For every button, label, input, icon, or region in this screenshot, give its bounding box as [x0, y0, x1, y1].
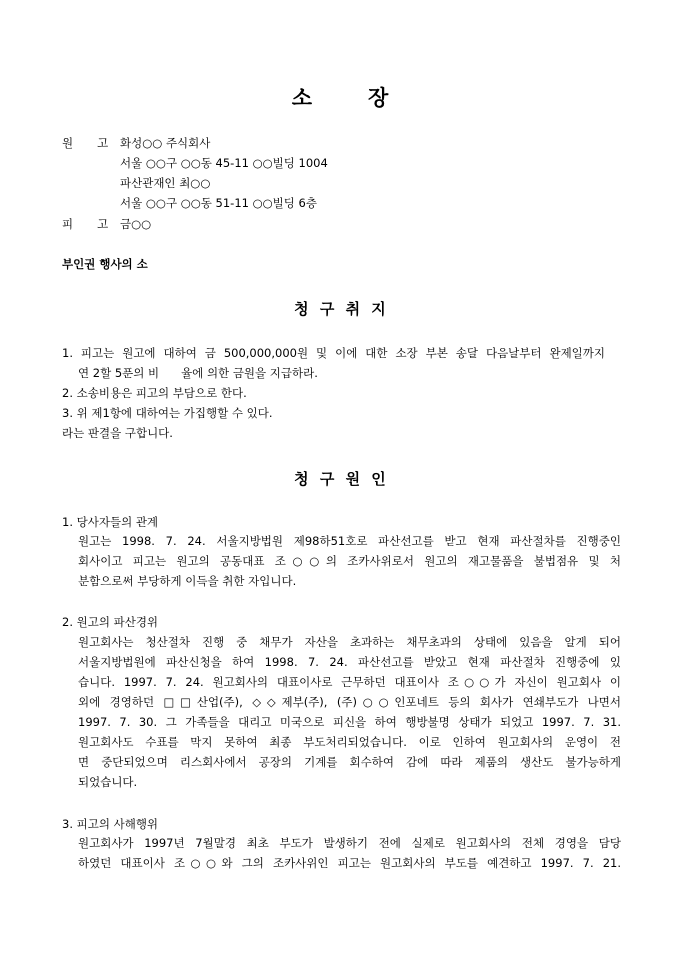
- claim-purpose-line: 3. 위 제1항에 대하여는 가집행할 수 있다.: [62, 406, 273, 420]
- section-title: 1. 당사자들의 관계: [62, 515, 159, 529]
- section-line: 회사이고 피고는 원고의 공동대표 조○○의 조카사위로서 원고의 재고물품을 불법점유 및 처: [78, 554, 621, 568]
- plaintiff-address: 서울 ○○구 ○○동 45-11 ○○빌딩 1004: [120, 156, 328, 170]
- section-title: 2. 원고의 파산경위: [62, 615, 159, 629]
- section-line: 하였던 대표이사 조○○와 그의 조카사위인 피고는 원고회사의 부도를 예견하고 1997. 7. 21.: [78, 856, 621, 870]
- section-title: 3. 피고의 사해행위: [62, 817, 159, 831]
- claim-purpose-line: 1. 피고는 원고에 대하여 금 500,000,000원 및 이에 대한 소장 부본 송달 다음날부터 완제일까지: [62, 346, 605, 360]
- section-line: 되었습니다.: [78, 775, 138, 789]
- section-line: 1997. 7. 30. 그 가족들을 대리고 미국으로 피신을 하여 행방불명 상태가 되었고 1997. 7. 31.: [78, 715, 621, 729]
- section-line: 원고회사가 1997년 7월말경 최초 부도가 발생하기 전에 실제로 원고회사의 전체 경영을 담당: [78, 836, 621, 850]
- claim-purpose-line: 2. 소송비용은 피고의 부담으로 한다.: [62, 386, 247, 400]
- section-line: 분함으로써 부당하게 이득을 취한 자입니다.: [78, 574, 297, 588]
- plaintiff-trustee: 파산관재인 최○○: [120, 176, 211, 190]
- claim-cause-heading: 청 구 원 인: [294, 470, 386, 488]
- plaintiff-name: 화성○○ 주식회사: [120, 136, 211, 150]
- section-line: 원고는 1998. 7. 24. 서울지방법원 제98하51호로 파산선고를 받고 현재 파산절차를 진행중인: [78, 534, 621, 548]
- section-line: 서울지방법원에 파산신청을 하여 1998. 7. 24. 파산선고를 받았고 현재 파산절차 진행중에 있: [78, 655, 621, 669]
- case-name: 부인권 행사의 소: [62, 257, 148, 271]
- title-char: 장: [368, 85, 389, 110]
- plaintiff-trustee-address: 서울 ○○구 ○○동 51-11 ○○빌딩 6층: [120, 196, 317, 210]
- document-title: [0, 82, 680, 112]
- claim-purpose-heading: 청 구 취 지: [294, 300, 386, 318]
- section-line: 외에 경영하던 □□산업(주), ◇◇제부(주), (주)○○인포네트 등의 회사가 연쇄부도가 나면서: [78, 695, 621, 709]
- plaintiff-label: 원 고: [62, 136, 109, 150]
- section-line: 습니다. 1997. 7. 24. 원고회사의 대표이사로 근무하던 대표이사 조○○가 자신이 원고회사 이: [78, 675, 621, 689]
- section-line: 면 중단되었으며 리스회사에서 공장의 기계를 회수하여 감에 따라 제품의 생산도 불가능하게: [78, 755, 621, 769]
- defendant-row: [62, 216, 151, 232]
- title-char: 소: [291, 85, 312, 110]
- plaintiff-row: [62, 135, 210, 151]
- section-line: 원고회사도 수표를 막지 못하여 최종 부도처리되었습니다. 이로 인하여 원고회사의 운영이 전: [78, 735, 621, 749]
- claim-purpose-line: 라는 판결을 구합니다.: [62, 426, 173, 440]
- defendant-name: 금○○: [120, 217, 152, 231]
- section-line: 원고회사는 청산절차 진행 중 채무가 자산을 초과하는 채무초과의 상태에 있음을 알게 되어: [78, 635, 621, 649]
- defendant-label: 피 고: [62, 217, 109, 231]
- claim-purpose-line: 연 2할 5푼의 비 율에 의한 금원을 지급하라.: [78, 366, 318, 380]
